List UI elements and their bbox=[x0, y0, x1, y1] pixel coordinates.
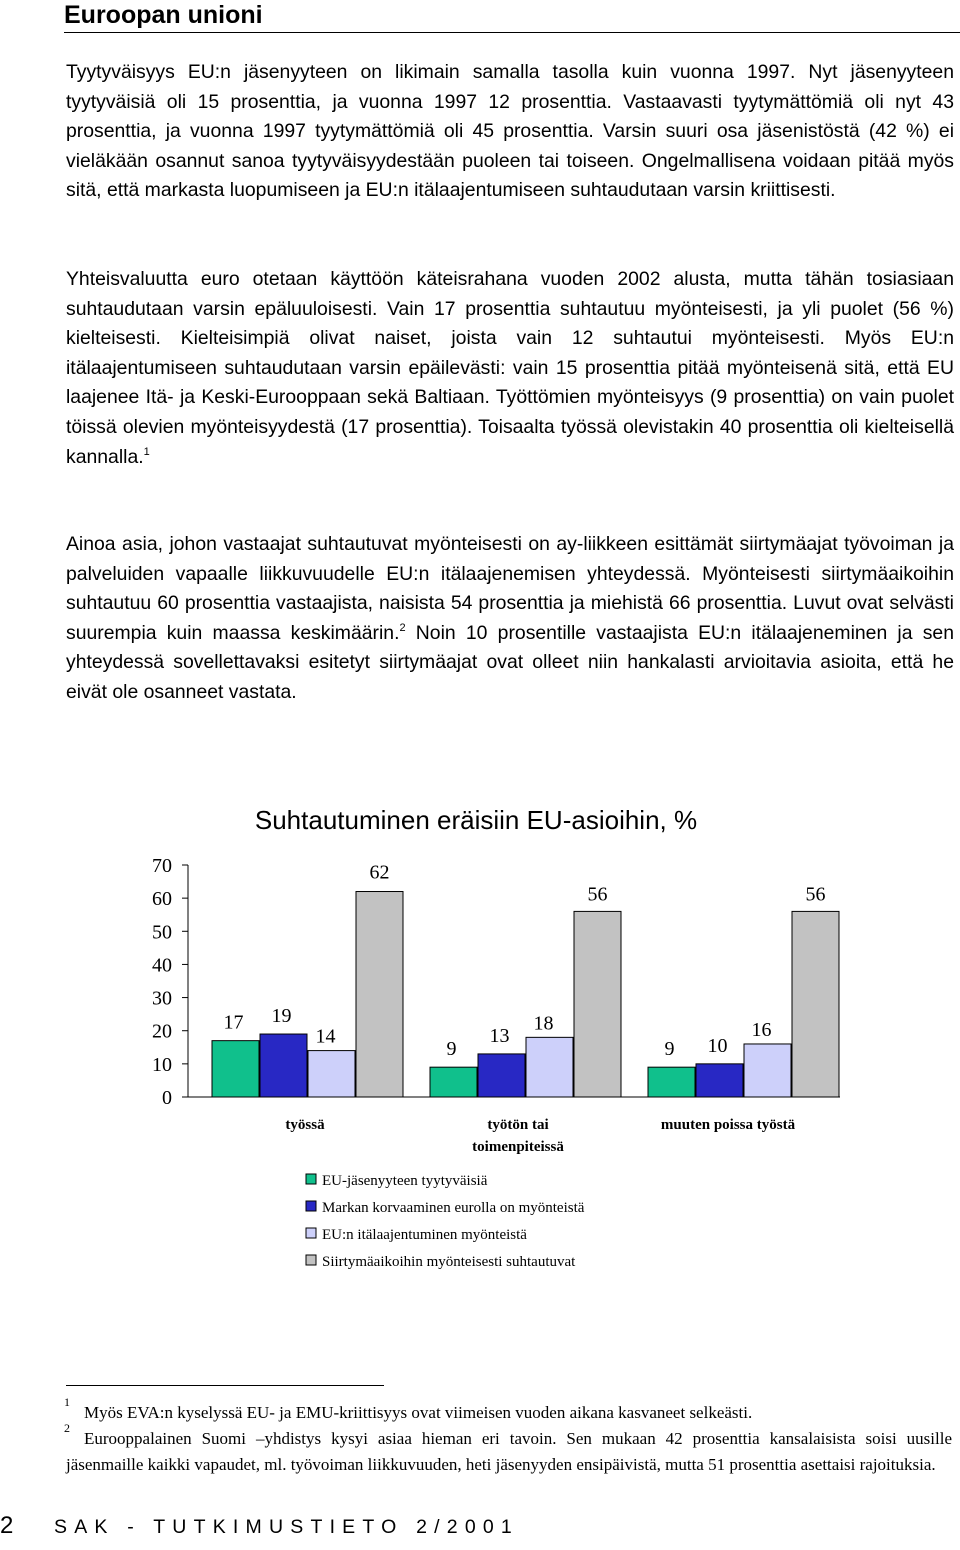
paragraph-3-text-after: Noin 10 prosentille vastaajista EU:n itälaajeneminen ja sen yhteydessä sovellettavaksi esitetyt siirtymäajat ovat olleet niin hankalasti arvioitavia asioita, että he eivät ole osanneet vastata. bbox=[66, 621, 954, 703]
data-label: 19 bbox=[271, 1005, 292, 1028]
data-label: 16 bbox=[751, 1018, 772, 1041]
paragraph-1 bbox=[66, 58, 954, 206]
bar bbox=[308, 1051, 355, 1097]
publication-series: SAK - TUTKIMUSTIETO 2/2001 bbox=[54, 1516, 519, 1538]
y-tick-label: 30 bbox=[152, 987, 172, 1010]
data-label: 9 bbox=[664, 1038, 675, 1061]
footnote-separator bbox=[66, 1385, 384, 1386]
legend-swatch bbox=[306, 1228, 316, 1238]
bar bbox=[526, 1037, 573, 1097]
paragraph-3-text: Ainoa asia, johon vastaajat suhtautuvat myönteisesti on ay-liikkeen esittämät siirtymäajat työvoiman ja palveluiden vapaalle liikkuvuudelle EU:n itälaajenemisen yhteydessä. Myönteisesti siirtymäaikoihin suhtautuu 60 prosenttia vastaajista, naisista 54 prosenttia ja miehistä 66 prosenttia. Luvut ovat selvästi suurempia kuin maassa keskimäärin. bbox=[66, 533, 954, 644]
bar bbox=[356, 892, 403, 1097]
bar bbox=[744, 1044, 791, 1097]
x-category-label: toimenpiteissä bbox=[472, 1139, 564, 1155]
x-category-label: työssä bbox=[285, 1117, 325, 1133]
bar bbox=[574, 911, 621, 1097]
bar bbox=[260, 1034, 307, 1097]
bar bbox=[792, 911, 839, 1097]
chart-title: Suhtautuminen eräisiin EU-asioihin, % bbox=[254, 805, 698, 835]
legend-swatch bbox=[306, 1201, 316, 1211]
y-tick-label: 70 bbox=[152, 855, 172, 877]
bar bbox=[430, 1067, 477, 1097]
paragraph-2 bbox=[66, 265, 954, 472]
y-tick-label: 40 bbox=[152, 954, 172, 977]
footnote-2 bbox=[64, 1421, 952, 1478]
y-tick-label: 50 bbox=[152, 921, 172, 944]
paragraph-1-text: Tyytyväisyys EU:n jäsenyyteen on likimain samalla tasolla kuin vuonna 1997. Nyt jäsenyyteen tyytyväisiä oli 15 prosenttia, ja vuonna 1997 12 prosenttia. Vastaavasti tyytymättömiä oli nyt 43 prosenttia, ja vuonna 1997 tyytymättömiä oli 45 prosenttia. Varsin suuri osa jäsenistöstä (42 %) ei vieläkään osannut sanoa tyytyväisyydestään puoleen tai toiseen. Ongelmallisena voidaan pitää myös sitä, että markasta luopumiseen ja EU:n itälaajentumiseen suhtaudutaan varsin kriittisesti. bbox=[66, 61, 954, 202]
bar bbox=[212, 1041, 259, 1097]
footnote-1-number: 1 bbox=[64, 1395, 70, 1409]
legend-swatch bbox=[306, 1255, 316, 1265]
data-label: 17 bbox=[223, 1011, 244, 1034]
page-number: 2 bbox=[0, 1512, 14, 1539]
y-tick-label: 60 bbox=[152, 888, 172, 911]
legend-label: Markan korvaaminen eurolla on myönteistä bbox=[322, 1200, 585, 1216]
data-label: 9 bbox=[446, 1038, 457, 1061]
x-category-label: työtön tai bbox=[487, 1117, 549, 1133]
footnote-1 bbox=[64, 1395, 952, 1426]
data-label: 18 bbox=[533, 1012, 554, 1035]
data-label: 56 bbox=[805, 883, 826, 906]
data-label: 56 bbox=[587, 883, 608, 906]
legend-swatch bbox=[306, 1174, 316, 1184]
legend-label: Siirtymäaikoihin myönteisesti suhtautuvat bbox=[322, 1254, 576, 1270]
y-tick-label: 20 bbox=[152, 1020, 172, 1043]
footnote-2-text: Eurooppalainen Suomi –yhdistys kysyi asiaa hieman eri tavoin. Sen mukaan 42 prosenttia kansalaisista soisi uusille jäsenmaille kaikki vapaudet, ml. työvoiman liikkuvuuden, heti jäsenyyden ensipäivistä, mutta 51 prosenttia asettaisi rajoituksia. bbox=[66, 1429, 952, 1474]
bar bbox=[696, 1064, 743, 1097]
data-label: 13 bbox=[489, 1024, 510, 1047]
legend-label: EU-jäsenyyteen tyytyväisiä bbox=[322, 1173, 488, 1189]
footnote-2-number: 2 bbox=[64, 1421, 70, 1435]
data-label: 10 bbox=[707, 1034, 728, 1057]
data-label: 62 bbox=[369, 861, 390, 884]
data-label: 14 bbox=[315, 1025, 336, 1048]
bar bbox=[648, 1067, 695, 1097]
y-tick-label: 10 bbox=[152, 1053, 172, 1076]
footnote-ref-2: 2 bbox=[399, 621, 406, 634]
bar bbox=[478, 1054, 525, 1097]
paragraph-2-text: Yhteisvaluutta euro otetaan käyttöön käteisrahana vuoden 2002 alusta, mutta tähän tosiasiaan suhtaudutaan varsin epäluuloisesti. Vain 17 prosenttia suhtautuu myönteisesti, ja yli puolet (56 %) kielteisesti. Kielteisimpiä olivat naiset, joista vain 12 suhtautui myönteisesti. Myös EU:n itälaajentumiseen suhtaudutaan varsin epäilevästi: vain 15 prosenttia pitää myönteisenä sitä, että EU laajenee Itä- ja Keski-Eurooppaan sekä Baltiaan. Työttömien myönteisyys (9 prosenttia) on vain puolet töissä olevien myönteisyydestä (17 prosenttia). Toisaalta työssä olevistakin 40 prosenttia oli kielteisellä kannalla. bbox=[66, 268, 954, 468]
paragraph-3 bbox=[66, 530, 954, 708]
footnote-ref-1: 1 bbox=[143, 445, 150, 458]
y-tick-label: 0 bbox=[162, 1087, 172, 1109]
section-heading: Euroopan unioni bbox=[64, 0, 960, 33]
x-category-label: muuten poissa työstä bbox=[660, 1117, 796, 1133]
footnote-1-text: Myös EVA:n kyselyssä EU- ja EMU-kriittisyys ovat viimeisen vuoden aikana kasvaneet selkeästi. bbox=[84, 1403, 753, 1422]
bar-chart bbox=[0, 795, 960, 1285]
legend-label: EU:n itälaajentuminen myönteistä bbox=[322, 1227, 527, 1243]
